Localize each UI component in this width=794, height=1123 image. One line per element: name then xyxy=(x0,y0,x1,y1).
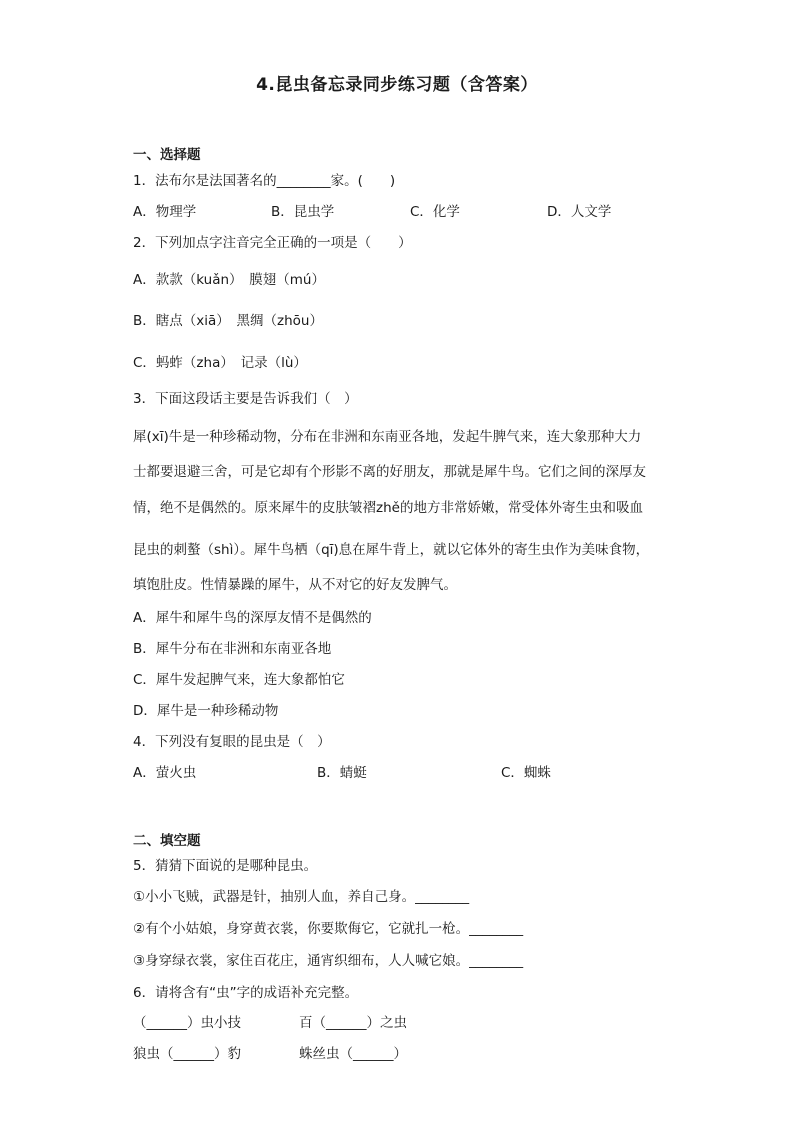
q5-item-3: ③身穿绿衣裳，家住百花庄，通宵织细布，人人喊它娘。________ xyxy=(133,953,524,969)
q1-option-b: B．昆虫学 xyxy=(271,204,335,220)
q6-stem: 6．请将含有“虫”字的成语补充完整。 xyxy=(133,985,359,1001)
q6-blank-1: （______）虫小技 xyxy=(133,1015,241,1031)
q6-blank-4: 蛛丝虫（______） xyxy=(299,1046,407,1062)
q3-passage-line: 填饱肚皮。性情暴躁的犀牛，从不对它的好友发脾气。 xyxy=(133,577,457,593)
q1-stem: 1．法布尔是法国著名的________家。( ) xyxy=(133,173,396,189)
q3-passage-line: 情，绝不是偶然的。原来犀牛的皮肤皱褶zhě的地方非常娇嫩，常受体外寄生虫和吸血 xyxy=(133,500,643,516)
q3-stem: 3．下面这段话主要是告诉我们（ ） xyxy=(133,391,358,407)
q2-stem: 2．下列加点字注音完全正确的一项是（ ） xyxy=(133,235,412,251)
q6-blank-3: 狼虫（______）豹 xyxy=(133,1046,241,1062)
q3-option-b: B．犀牛分布在非洲和东南亚各地 xyxy=(133,641,332,657)
q3-passage-line: 犀(xī)牛是一种珍稀动物，分布在非洲和东南亚各地，发起牛脾气来，连大象那种大力 xyxy=(133,429,642,445)
q1-option-d: D．人文学 xyxy=(547,204,612,220)
section-choice-heading: 一、选择题 xyxy=(133,147,201,163)
q3-option-c: C．犀牛发起脾气来，连大象都怕它 xyxy=(133,672,345,688)
q3-passage-line: 士都要退避三舍，可是它却有个形影不离的好朋友，那就是犀牛鸟。它们之间的深厚友 xyxy=(133,464,646,480)
q4-option-a: A．萤火虫 xyxy=(133,765,197,781)
q2-option-c: C．蚂蚱（zha） 记录（lù） xyxy=(133,355,307,371)
q3-passage-line: 昆虫的刺螯（shì）。犀牛鸟栖（qī)息在犀牛背上，就以它体外的寄生虫作为美味食物， xyxy=(133,542,650,558)
q3-option-d: D．犀牛是一种珍稀动物 xyxy=(133,703,279,719)
q2-option-a: A．款款（kuǎn） 膜翅（mú） xyxy=(133,272,325,288)
q1-option-a: A．物理学 xyxy=(133,204,197,220)
q3-option-a: A．犀牛和犀牛鸟的深厚友情不是偶然的 xyxy=(133,610,372,626)
q6-blank-2: 百（______）之虫 xyxy=(299,1015,407,1031)
q4-option-c: C．蜘蛛 xyxy=(501,765,551,781)
q5-item-2: ②有个小姑娘，身穿黄衣裳，你要欺侮它，它就扎一枪。________ xyxy=(133,921,524,937)
section-fill-heading: 二、填空题 xyxy=(133,833,201,849)
q5-stem: 5．猜猜下面说的是哪种昆虫。 xyxy=(133,858,318,874)
q4-option-b: B．蜻蜓 xyxy=(317,765,367,781)
q4-stem: 4．下列没有复眼的昆虫是（ ） xyxy=(133,734,331,750)
q5-item-1: ①小小飞贼，武器是针，抽别人血，养自己身。________ xyxy=(133,889,470,905)
document-title: 4.昆虫备忘录同步练习题（含答案） xyxy=(256,75,538,95)
q1-option-c: C．化学 xyxy=(410,204,460,220)
q2-option-b: B．瞎点（xiā） 黑绸（zhōu） xyxy=(133,313,323,329)
